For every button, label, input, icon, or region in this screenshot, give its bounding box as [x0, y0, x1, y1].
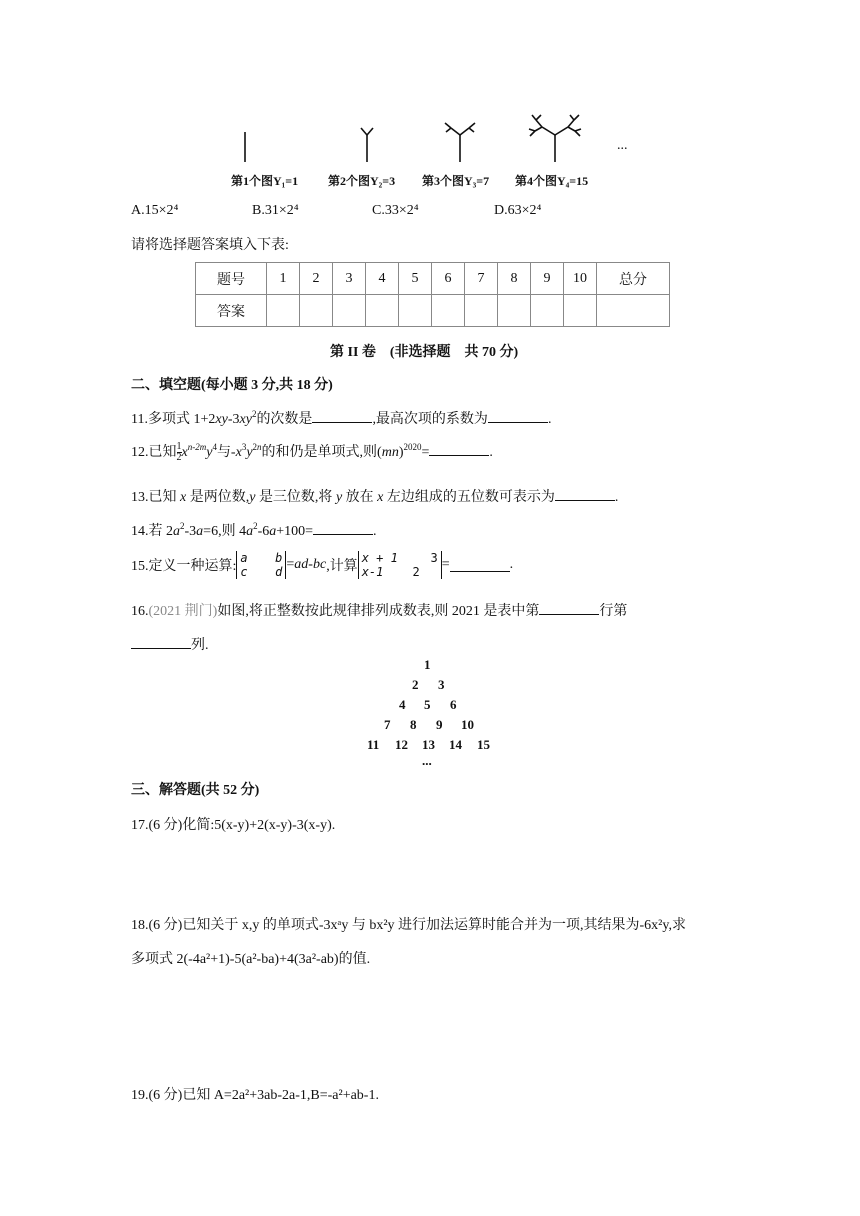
triangle-number: 5	[424, 697, 431, 712]
q-text: 多项式 1+2	[147, 412, 216, 427]
triangle-number: 7	[384, 717, 391, 732]
determinant-def: a b c d	[236, 551, 286, 579]
answer-blank[interactable]	[450, 559, 510, 572]
answer-cell[interactable]	[531, 295, 564, 327]
answer-blank[interactable]	[488, 410, 548, 423]
fill-header: 二、填空题(每小题 3 分,共 18 分)	[131, 378, 333, 393]
answer-blank[interactable]	[555, 488, 615, 501]
triangle-number: 4	[399, 697, 406, 712]
table-row	[196, 263, 670, 295]
answer-cell[interactable]	[465, 295, 498, 327]
figure-ellipsis: ...	[617, 138, 628, 153]
table-cell: 题号	[196, 263, 267, 295]
table-cell: 6	[432, 263, 465, 295]
answer-blank[interactable]	[313, 522, 373, 535]
table-cell: 答案	[196, 295, 267, 327]
question-16-cont: 列.	[131, 634, 209, 654]
answer-cell[interactable]	[267, 295, 300, 327]
question-16: 16.(2021 荆门)如图,将正整数按此规律排列成数表,则 2021 是表中第 行第	[131, 604, 628, 619]
table-cell: 3	[333, 263, 366, 295]
answer-table	[195, 262, 670, 327]
triangle-number: 10	[461, 717, 474, 732]
q-exp: 2	[251, 409, 257, 419]
triangle-number: 9	[436, 717, 443, 732]
question-15: 15.定义一种运算: a b c d =ad-bc,计算 x + 1 3 x-1 2 = .	[131, 551, 514, 579]
q-var: xy	[239, 412, 252, 427]
determinant-calc: x + 1 3 x-1 2	[358, 551, 442, 579]
q-text: 的和仍是单项式,则(	[261, 445, 382, 460]
q-number: 12.	[131, 445, 149, 460]
answer-cell[interactable]	[597, 295, 670, 327]
q-text: .	[547, 412, 552, 427]
figure-label-4: 第4个图Y₄=15	[515, 174, 589, 188]
table-cell: 7	[465, 263, 498, 295]
number-triangle	[360, 657, 500, 777]
question-18-line2: 多项式 2(-4a²+1)-5(a²-ba)+4(3a²-ab)的值.	[131, 952, 371, 967]
option-d: D.63×2⁴	[494, 203, 542, 218]
answer-prompt: 请将选择题答案填入下表:	[131, 238, 289, 253]
answer-blank[interactable]	[539, 602, 599, 615]
figure-label-1: 第1个图Y₁=1	[231, 174, 299, 188]
table-cell: 1	[267, 263, 300, 295]
answer-blank[interactable]	[131, 636, 191, 649]
table-cell: 9	[531, 263, 564, 295]
table-cell: 10	[564, 263, 597, 295]
fraction: $\frac{1}{2}$	[176, 441, 182, 464]
figure-label-2: 第2个图Y₂=3	[328, 174, 396, 188]
q-text: 与-	[216, 445, 236, 460]
triangle-number: 6	[450, 697, 457, 712]
triangle-ellipsis: ...	[422, 753, 432, 768]
figure-label-3: 第3个图Y₃=7	[422, 174, 490, 188]
triangle-number: 15	[477, 737, 490, 752]
q-text: ,最高次项的系数为	[372, 412, 488, 427]
table-cell: 2	[300, 263, 333, 295]
option-b: B.31×2⁴	[252, 203, 299, 218]
question-19: 19.(6 分)已知 A=2a²+3ab-2a-1,B=-a²+ab-1.	[131, 1088, 379, 1103]
triangle-number: 11	[367, 737, 380, 752]
option-c: C.33×2⁴	[372, 203, 419, 218]
triangle-number: 1	[424, 657, 431, 672]
answer-cell[interactable]	[432, 295, 465, 327]
triangle-number: 12	[395, 737, 408, 752]
table-cell: 总分	[597, 263, 670, 295]
triangle-number: 13	[422, 737, 435, 752]
answer-cell[interactable]	[300, 295, 333, 327]
table-cell: 8	[498, 263, 531, 295]
question-18-line1: 18.(6 分)已知关于 x,y 的单项式-3xᵃy 与 bx²y 进行加法运算时能合并为一项,其结果为-6x²y,求	[131, 918, 686, 933]
q-number: 11.	[131, 412, 148, 427]
triangle-number: 2	[412, 677, 419, 692]
question-13: 13.已知 x 是两位数,y 是三位数,将 y 放在 x 左边组成的五位数可表示为 .	[131, 490, 619, 505]
answer-blank[interactable]	[429, 443, 489, 456]
answer-cell[interactable]	[564, 295, 597, 327]
q-text: 的次数是	[256, 412, 313, 427]
q-text: -3	[227, 412, 240, 427]
triangle-number: 3	[438, 677, 445, 692]
q-text: 已知	[148, 445, 177, 460]
question-14: 14.若 $2a^2-3a=6$,则 $4a^2-6a+100=$ .	[131, 521, 377, 539]
table-row	[196, 295, 670, 327]
option-a: A.15×2⁴	[131, 203, 179, 218]
section2-header: 第 II 卷 (非选择题 共 70 分)	[330, 345, 519, 360]
q-var: xy	[215, 412, 228, 427]
question-11	[131, 408, 551, 428]
answer-cell[interactable]	[498, 295, 531, 327]
question-12: 12.已知 $\frac{1}{2}$ $x^{n-2m}y^4$与$-x^3y^{2n}$的和仍是单项式,则(mn)$^{2020}$= .	[131, 441, 493, 464]
answer-blank[interactable]	[312, 410, 372, 423]
solve-header: 三、解答题(共 52 分)	[131, 783, 260, 798]
triangle-number: 8	[410, 717, 417, 732]
tree-figure	[220, 110, 640, 170]
answer-cell[interactable]	[366, 295, 399, 327]
question-17: 17.(6 分)化简:5(x-y)+2(x-y)-3(x-y).	[131, 818, 336, 833]
table-cell: 5	[399, 263, 432, 295]
table-cell: 4	[366, 263, 399, 295]
answer-cell[interactable]	[333, 295, 366, 327]
triangle-number: 14	[449, 737, 462, 752]
answer-cell[interactable]	[399, 295, 432, 327]
